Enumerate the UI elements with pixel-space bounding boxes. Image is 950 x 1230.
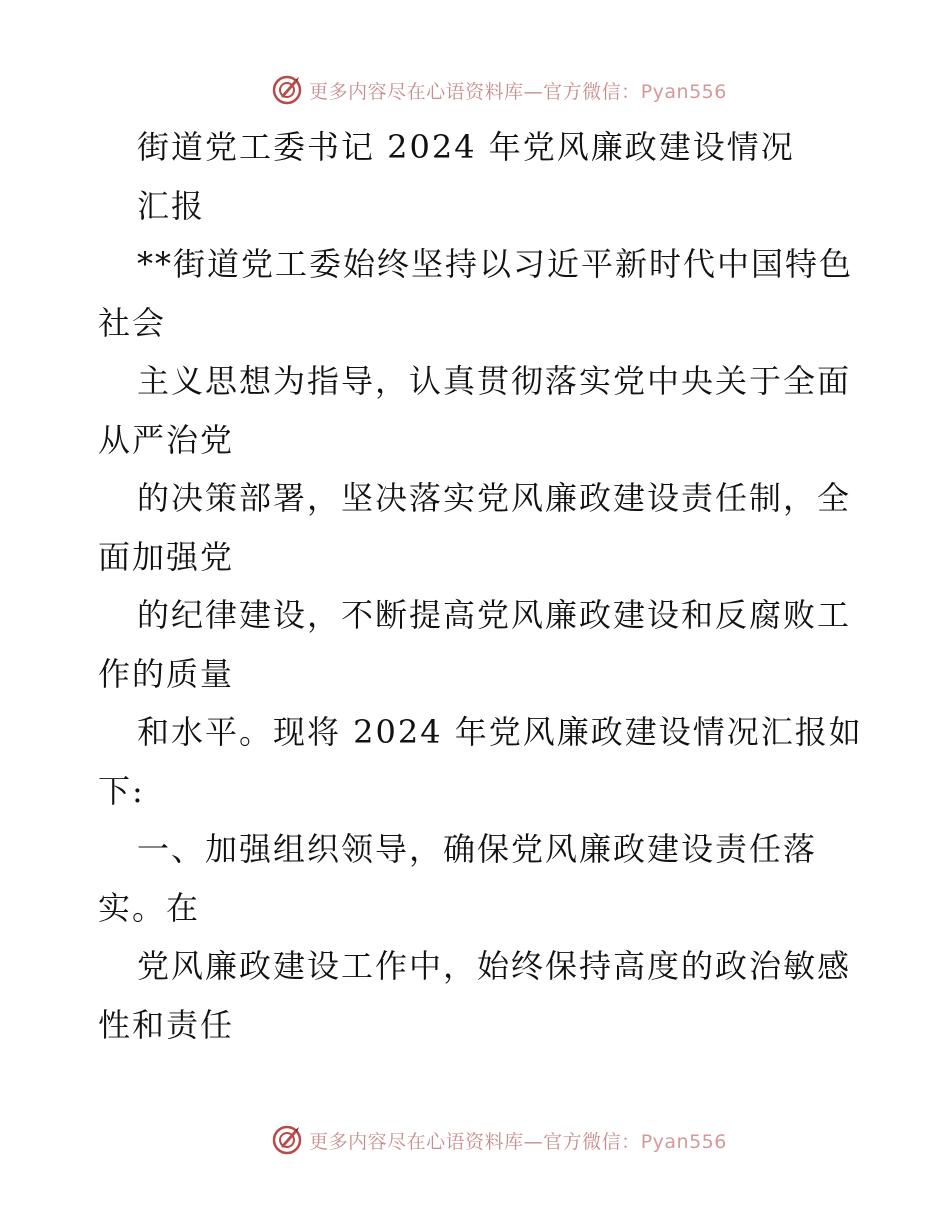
paragraph-line: 的决策部署，坚决落实党风廉政建设责任制，全 [137,479,852,517]
footer-watermark [0,1120,950,1160]
watermark-brand: 更多内容尽在心语资料库 [309,80,524,103]
watermark-handle: Pyan556 [640,1130,727,1153]
watermark-label: 官方微信： [543,80,641,103]
paragraph-line-continuation: 下: [98,772,145,810]
watermark-text [309,77,727,104]
paragraph-line-continuation: 作的质量 [98,655,235,693]
paragraph-line-continuation: 社会 [98,304,167,342]
paragraph-line-continuation: 从严治党 [98,421,235,459]
watermark-text [309,1127,727,1154]
paragraph-line: 党风廉政建设工作中，始终保持高度的政治敏感 [137,947,852,985]
watermark-handle: Pyan556 [640,80,727,103]
watermark-dash: — [523,1130,544,1153]
brand-logo-icon [271,74,303,106]
paragraph-line: 主义思想为指导，认真贯彻落实党中央关于全面 [137,362,852,400]
header-watermark [0,70,950,110]
paragraph-line: 和水平。现将 2024 年党风廉政建设情况汇报如 [137,713,863,751]
watermark-dash: — [523,80,544,103]
watermark-label: 官方微信： [543,1130,641,1153]
paragraph-line: 汇报 [137,187,206,225]
paragraph-line-continuation: 面加强党 [98,538,235,576]
paragraph-line: 街道党工委书记 2024 年党风廉政建设情况 [137,128,795,166]
paragraph-line-continuation: 性和责任 [98,1006,235,1044]
brand-logo-icon [271,1124,303,1156]
paragraph-line-continuation: 实。在 [98,889,201,927]
paragraph-line: 的纪律建设，不断提高党风廉政建设和反腐败工 [137,596,852,634]
paragraph-line: 一、加强组织领导，确保党风廉政建设责任落 [137,830,818,868]
watermark-brand: 更多内容尽在心语资料库 [309,1130,524,1153]
paragraph-line: **街道党工委始终坚持以习近平新时代中国特色 [137,245,854,283]
